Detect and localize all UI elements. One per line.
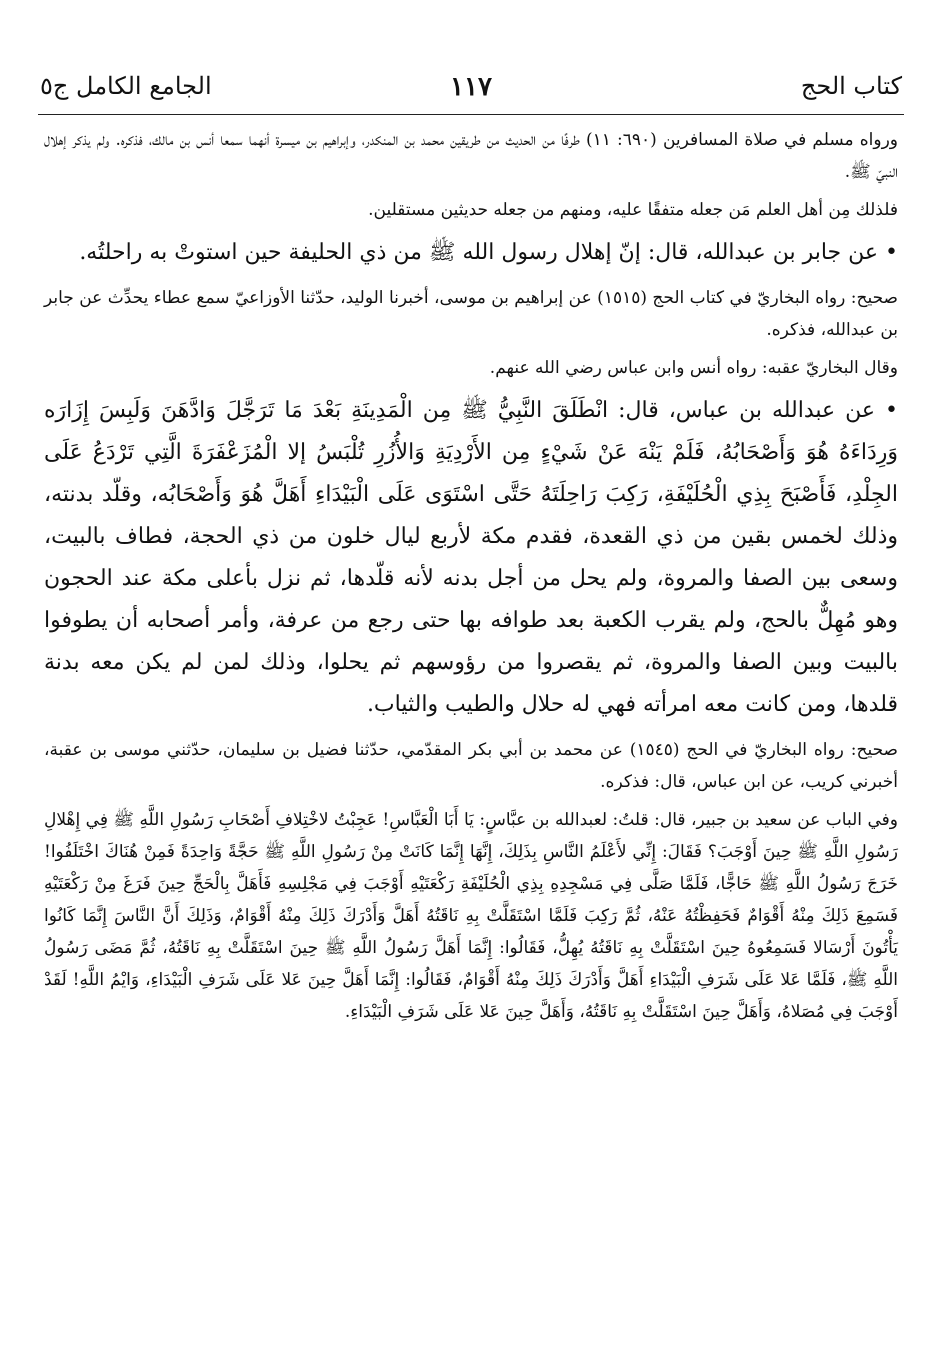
paragraph-muslim-note: ورواه مسلم في صلاة المسافرين (٦٩٠: ١١) طرفًا من الحديث من طريقين محمد بن المنكدر، وإبراهيم بن ميسرة أنهما سمعا أنس بن مالك، فذكره. ولم يذكر إهلال النبيّ ﷺ. — [44, 130, 898, 182]
hadith-ibn-abbas: • عن عبدالله بن عباس، قال: انْطَلَقَ النَّبِيُّ ﷺ مِن الْمَدِينَةِ بَعْدَ مَا تَرَجَّلَ وَادَّهَنَ وَلَبِسَ إِزَارَه وَرِدَاءَهُ هُوَ وَأَصْحَابُهُ، فَلَمْ يَنْهَ عَنْ شَيْءٍ مِن الأَرْدِيَةِ وَالأُزُرِ تُلْبَسُ إلا الْمُزَعْفَرَةَ الَّتِي تَرْدَعُ عَلَى الجِلْدِ، فَأَصْبَحَ بِذِي الْحُلَيْفَةِ، رَكِبَ رَاحِلَتَهُ حَتَّى اسْتَوَى عَلَى الْبَيْدَاءِ أَهَلَّ هُوَ وَأَصْحَابُه، وقلّد بدنته، وذلك لخمس بقين من ذي القعدة، فقدم مكة لأربع ليال خلون من ذي الحجة، فطاف بالبيت، وسعى بين الصفا والمروة، ولم يحل من أجل بدنه لأنه قلّدها، ثم نزل بأعلى مكة عند الحجون وهو مُهِلٌّ بالحج، ولم يقرب الكعبة بعد طوافه بها حتى رجع من عرفة، وأمر أصحابه أن يطوفوا بالبيت وبين الصفا والمروة، ثم يقصروا من رؤوسهم ثم يحلوا، وذلك لمن لم يكن معه بدنة قلدها، ومن كانت معه امرأته فهي له حلال والطيب والثياب. — [44, 398, 898, 717]
paragraph-scholars-note: فلذلك مِن أهل العلم مَن جعله متفقًا عليه، ومنهم من جعله حديثين مستقلين. — [368, 200, 898, 220]
page-number: ١١٧ — [450, 72, 492, 102]
paragraph-bukhari-comment: وقال البخاريّ عقبه: رواه أنس وابن عباس رضي الله عنهم. — [489, 358, 898, 378]
header-divider — [38, 114, 904, 115]
book-title: كتاب الحج — [800, 72, 902, 100]
hadith-jabir: • عن جابر بن عبدالله، قال: إنّ إهلال رسول الله ﷺ من ذي الحليفة حين استوتْ به راحلتُه. — [79, 240, 898, 265]
paragraph-bukhari-1545: صحيح: رواه البخاريّ في الحج (١٥٤٥) عن محمد بن أبي بكر المقدّمي، حدّثنا فضيل بن سليمان، حدّثني موسى بن عقبة، أخبرني كريب، عن ابن عباس، قال: فذكره. — [44, 740, 898, 792]
series-title: الجامع الكامل ج٥ — [40, 72, 212, 100]
paragraph-said-ibn-jubayr: وفي الباب عن سعيد بن جبير، قال: قلتُ: لعبدالله بن عبَّاسٍ: يَا أَبَا الْعَبَّاسِ! عَجِبْتُ لاخْتِلافِ أَصْحَابِ رَسُولِ اللَّهِ ﷺ فِي إِهْلالِ رَسُولِ اللَّهِ ﷺ حِينَ أَوْجَبَ؟ فَقَالَ: إِنِّي لأَعْلَمُ النَّاسِ بِذَلِكَ، إِنَّهَا إِنَّمَا كَانَتْ مِنْ رَسُولِ اللَّهِ ﷺ حَجَّةً وَاحِدَةً فَمِنْ هُنَاكَ اخْتَلَفُوا! خَرَجَ رَسُولُ اللَّهِ ﷺ حَاجًّا، فَلَمَّا صَلَّى فِي مَسْجِدِهِ بِذِي الْحُلَيْفَةِ رَكْعَتَيْهِ أَوْجَبَ فِي مَجْلِسِهِ فَأَهَلَّ بِالْحَجِّ حِينَ فَرَغَ مِنْ رَكْعَتَيْهِ فَسَمِعَ ذَلِكَ مِنْهُ أَقْوَامٌ فَحَفِظْتُهُ عَنْهُ، ثُمَّ رَكِبَ فَلَمَّا اسْتَقَلَّتْ بِهِ نَاقَتُهُ أَهَلَّ وَأَدْرَكَ ذَلِكَ مِنْهُ أَقْوَامٌ، وَذَلِكَ أَنَّ النَّاسَ إِنَّمَا كَانُوا يَأْتُونَ أَرْسَالا فَسَمِعُوهُ حِينَ اسْتَقَلَّتْ بِهِ نَاقَتُهُ يُهِلُّ، فَقَالُوا: إِنَّمَا أَهَلَّ رَسُولُ اللَّهِ ﷺ حِينَ اسْتَقَلَّتْ بِهِ نَاقَتُهُ، ثُمَّ مَضَى رَسُولُ اللَّهِ ﷺ، فَلَمَّا عَلا عَلَى شَرَفِ الْبَيْدَاءِ أَهَلَّ وَأَدْرَكَ ذَلِكَ مِنْهُ أَقْوَامٌ، فَقَالُوا: إِنَّمَا أَهَلَّ حِينَ عَلا عَلَى شَرَفِ الْبَيْدَاءِ، وَايْمُ اللَّهِ! لَقَدْ أَوْجَبَ فِي مُصَلاهُ، وَأَهَلَّ حِينَ اسْتَقَلَّتْ بِهِ نَاقَتُهُ، وَأَهَلَّ حِينَ عَلا عَلَى شَرَفِ الْبَيْدَاءِ. — [44, 810, 898, 1022]
page-header — [40, 64, 902, 114]
page-body — [44, 124, 898, 1034]
paragraph-bukhari-1515: صحيح: رواه البخاريّ في كتاب الحج (١٥١٥) عن إبراهيم بن موسى، أخبرنا الوليد، حدّثنا الأوزاعيّ سمع عطاء يحدِّث عن جابر بن عبدالله، فذكره. — [44, 288, 898, 340]
